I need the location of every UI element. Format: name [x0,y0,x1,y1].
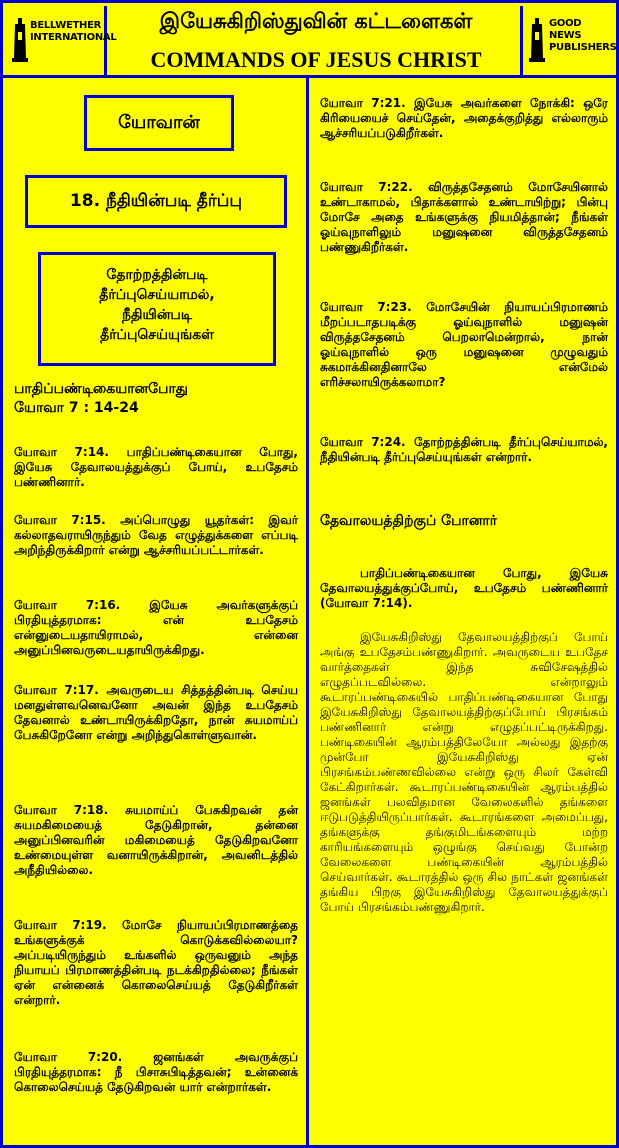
quote: பாதிப்பண்டிகையான போது, இயேசு தேவாலயத்துக்குப்போய், உபதேசம் பண்ணினார் (யோவா 7:14). [320,566,608,610]
header [0,0,619,78]
verse: யோவா 7:17. அவருடைய சித்தத்தின்படி செய்ய மனதுள்ளவனெவனோ அவன் இந்த உபதேசம் தேவனால் உண்டாயிருக்கிறதோ, நான் சுயமாய்ப் பேசுகிறேனோ என்று அறிந்துகொள்ளுவான். [14,683,298,742]
command-line: நீதியின்படி [122,307,192,323]
command-line: தோற்றத்தின்படி [106,267,208,283]
verse: யோவா 7:15. அப்பொழுது யூதர்கள்: இவர் கல்லாதவராயிருந்தும் வேத எழுத்துக்களை எப்படி அறிந்திருக்கிறார் என்று ஆச்சரியப்பட்டார்கள். [14,513,298,557]
title-tamil: இயேசுகிறிஸ்துவின் கட்டளைகள் [159,9,473,33]
title-english: COMMANDS OF JESUS CHRIST [150,47,482,72]
occasion-heading [14,380,298,418]
verse: யோவா 7:22. விருத்தசேதனம் மோசேயினால் உண்டாகாமல், பிதாக்களால் உண்டாயிற்று; பின்பு மோசே அதை உங்களுக்கு நியமித்தான்; நீங்கள் ஓய்வுநாளிலும் மனுஷனை விருத்தசேதனம் பண்ணுகிறீர்கள். [320,180,608,254]
verse: யோவா 7:20. ஜனங்கள் அவருக்குப் பிரதியுத்தரமாக: நீ பிசாசுபிடித்தவன்; உன்னைக் கொலைசெய்யத் தேடுகிறவன் யார் என்றார்கள். [14,1050,298,1094]
commentary: இயேசுகிறிஸ்து தேவாலயத்திற்குப் போய் அங்கு உபதேசம்பண்ணுகிறார். அவருடைய உபதேச வார்த்தைகள் இந்த சுவிசேஷத்தில் எழுதப்படவில்லை. என்றாலும் கூடாரப்பண்டிகையில் பாதிப்பண்டிகையான போது இயேசுகிறிஸ்து தேவாலயத்திற்குப்போய் பிரசங்கம் பண்ணினார் என்று எழுதப்பட்டிருக்கிறது. பண்டிகையின் ஆரம்பத்திலேயோ அல்லது இதற்கு முன்போ இயேசுகிறிஸ்து ஏன் பிரசங்கம்பண்ணவில்லை என்று ஒரு சிலர் கேள்வி கேட்கிறார்கள். கூடாரப்பண்டிகையின் ஆரம்பத்தில் ஜனங்கள் பலவிதமான வேலைகளில் தங்களை ஈடுபடுத்தியிருப்பார்கள். கூடாரங்களை அமைப்பது, தங்களுக்கு தங்குமிடங்களையும் மற்ற காரியங்களையும் ஒழுங்கு செய்வது போன்ற வேலைகளை பண்டிகையின் ஆரம்பத்தில் செய்வார்கள். கூடாரத்தில் ஒரு சில நாட்கள் ஜனங்கள் தங்கிய பிறகு இயேசுகிறிஸ்து தேவாலயத்துக்குப் போய் பிரசங்கம்பண்ணுகிறார். [320,630,608,914]
verse: யோவா 7:23. மோசேயின் நியாயப்பிரமாணம் மீறப்படாதபடிக்கு ஓய்வுநாளில் மனுஷன் விருத்தசேதனம் பெறலாமென்றால், நான் ஓய்வுநாளில் ஒரு மனுஷனை முழுவதும் சுகமாக்கினதினாலே என்மேல் எரிச்சலாயிருக்கலாமா? [320,300,608,389]
command-line: தீர்ப்புசெய்யுங்கள் [100,327,214,343]
verse: யோவா 7:14. பாதிப்பண்டிகையான போது, இயேசு தேவாலயத்துக்குப் போய், உபதேசம் பண்ணினார். [14,445,298,489]
column-divider [306,78,309,1145]
section-title: தேவாலயத்திற்குப் போனார் [320,513,498,529]
bell-tower-icon [12,18,28,62]
book-box: யோவான் [84,95,234,151]
command-line: தீர்ப்புசெய்யாமல், [99,287,215,303]
occasion: பாதிப்பண்டிகையானபோது [14,381,188,397]
verse: யோவா 7:21. இயேசு அவர்களை நோக்கி: ஒரே கிரியையைச் செய்தேன், அதைக்குறித்து எல்லாரும் ஆச்சரியப்படுகிறீர்கள். [320,96,608,140]
bellwether-logo [6,6,117,78]
command-box [38,252,276,366]
good-news-logo [520,6,617,78]
verse: யோவா 7:24. தோற்றத்தின்படி தீர்ப்புசெய்யாமல், நீதியின்படி தீர்ப்புசெய்யுங்கள் என்றார். [320,435,608,464]
lesson-title-box: 18. நீதியின்படி தீர்ப்பு [25,175,287,228]
logo-right-text: GOOD NEWS PUBLISHERS [549,18,617,53]
reference: யோவா 7 : 14-24 [14,400,139,416]
logo-left-text: BELLWETHER INTERNATIONAL [30,20,117,43]
verse: யோவா 7:19. மோசே நியாயப்பிரமாணத்தை உங்களுக்குக் கொடுக்கவில்லையா? அப்படியிருந்தும் உங்களில் ஒருவனும் அந்த நியாயப் பிரமாணத்தின்படி நடக்கிறதில்லை; நீங்கள் ஏன் என்னைக் கொலைசெய்யத் தேடுகிறீர்கள் என்றார். [14,918,298,1007]
bell-tower-icon [529,18,545,62]
header-divider [0,75,619,78]
verse: யோவா 7:16. இயேசு அவர்களுக்குப் பிரதியுத்தரமாக: என் உபதேசம் என்னுடையதாயிராமல், என்னை அனுப்பினவருடையதாயிருக்கிறது. [14,598,298,657]
verse: யோவா 7:18. சுயமாய்ப் பேசுகிறவன் தன் சுயமகிமையைத் தேடுகிறான், தன்னை அனுப்பினவரின் மகிமையைத் தேடுகிறவனோ உண்மையுள்ள வனாயிருக்கிறான், அவனிடத்தில் அநீதியில்லை. [14,803,298,877]
